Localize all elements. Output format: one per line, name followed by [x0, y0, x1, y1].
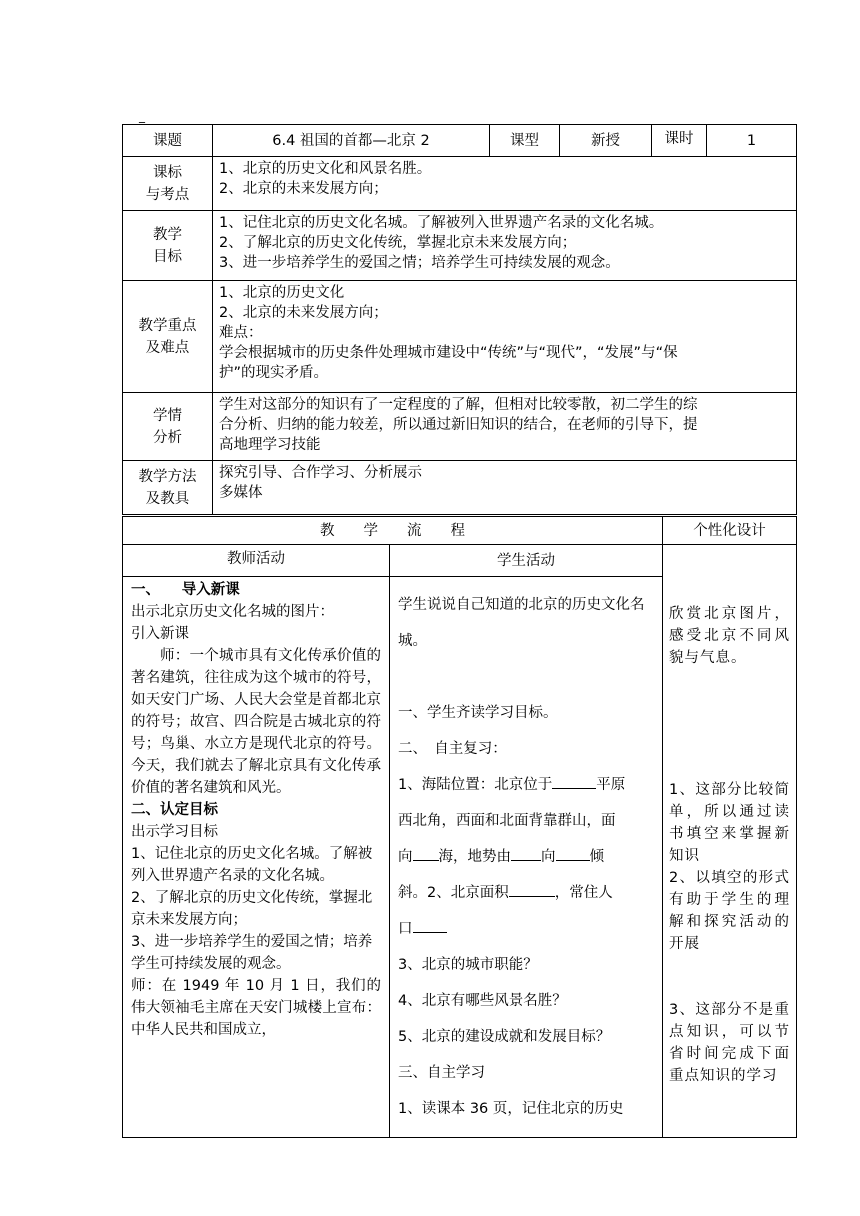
flow-title-row [123, 517, 797, 545]
teacher-intro-paragraph: 师：一个城市具有文化传承价值的著名建筑，往往成为这个城市的符号，如天安门广场、人民大会堂是首都北京的符号；故宫、四合院是古城北京的符号；鸟巢、水立方是现代北京的符号。今天，我们就去了解北京具有文化传承价值的著名建筑和风光。 [131, 648, 381, 796]
student-review-heading: 二、 自主复习： [398, 741, 507, 757]
student-self-study-item: 1、读课本 36 页，记住北京的历史 [398, 1101, 624, 1117]
student-column [390, 577, 663, 1138]
flow-title: 教 学 流 程 [123, 517, 663, 545]
methods-label: 教学方法 及教具 [123, 461, 213, 515]
info-table [122, 124, 797, 515]
activity-title-row [123, 545, 797, 577]
teacher-goal-item: 2、了解北京的历史文化传统，掌握北京未来发展方向； [131, 890, 373, 928]
teacher-section-2-heading: 二、认定目标 [131, 802, 218, 818]
student-read-goals: 一、学生齐读学习目标。 [398, 705, 558, 721]
type-value: 新授 [560, 125, 652, 157]
fill-blank [556, 844, 590, 861]
standards-label: 课标 与考点 [123, 157, 213, 211]
personal-note-1: 欣赏北京图片，感受北京不同风貌与气息。 [669, 606, 790, 666]
teacher-goals-intro: 出示学习目标 [131, 824, 218, 840]
teacher-column [123, 577, 390, 1138]
student-question-5: 5、北京的建设成就和发展目标？ [398, 1029, 611, 1045]
key-points-label: 教学重点 及难点 [123, 281, 213, 393]
teacher-goal-item: 3、进一步培养学生的爱国之情；培养学生可持续发展的观念。 [131, 934, 373, 972]
methods-row [123, 461, 797, 515]
student-self-study-heading: 三、自主学习 [398, 1065, 485, 1081]
teacher-closing-paragraph: 师：在 1949 年 10 月 1 日，我们的伟大领袖毛主席在天安门城楼上宣布：中华人民共和国成立， [131, 978, 381, 1038]
subject-label: 课题 [123, 125, 213, 157]
teacher-goal-item: 1、记住北京的历史文化名城。了解被列入世界遗产名录的文化名城。 [131, 846, 373, 884]
fill-blank [509, 880, 555, 897]
analysis-content: 学生对这部分的知识有了一定程度的了解，但相对比较零散，初二学生的综 合分析、归纳的能力较差，所以通过新旧知识的结合，在老师的引导下，提 高地理学习技能 [213, 393, 797, 461]
student-question-4: 4、北京有哪些风景名胜？ [398, 993, 567, 1009]
personal-column [663, 545, 797, 1138]
flow-table [122, 516, 797, 1138]
analysis-label: 学情 分析 [123, 393, 213, 461]
period-label: 课时 [652, 125, 707, 157]
fill-blank [413, 844, 439, 861]
fill-blank [511, 844, 541, 861]
period-value: 1 [707, 125, 797, 157]
key-points-row [123, 281, 797, 393]
student-title: 学生活动 [390, 545, 663, 577]
analysis-row [123, 393, 797, 461]
goals-row [123, 211, 797, 281]
standards-content: 1、北京的历史文化和风景名胜。 2、北京的未来发展方向； [213, 157, 797, 211]
personal-note-3: 2、以填空的形式有助于学生的理解和探究活动的开展 [669, 870, 790, 952]
teacher-line: 出示北京历史文化名城的图片： [131, 604, 334, 620]
teacher-line: 引入新课 [131, 626, 189, 642]
student-question-3: 3、北京的城市职能？ [398, 957, 538, 973]
type-label: 课型 [490, 125, 560, 157]
personal-note-4: 3、这部分不是重点知识，可以节省时间完成下面重点知识的学习 [669, 1002, 790, 1084]
standards-row [123, 157, 797, 211]
teacher-section-1-heading: 一、 导入新课 [131, 582, 240, 598]
student-question-1: 1、海陆位置：北京位于 平原 西北角，西面和北面背靠群山，面 向 海，地势由 向 倾 斜。2、北京面积 ，常住人 口 [398, 767, 654, 947]
top-mark: _ [139, 109, 145, 123]
personal-title: 个性化设计 [663, 517, 797, 545]
fill-blank [413, 916, 447, 933]
methods-content: 探究引导、合作学习、分析展示 多媒体 [213, 461, 797, 515]
header-row [123, 125, 797, 157]
subject-title: 6.4 祖国的首都—北京 2 [213, 125, 490, 157]
goals-content: 1、记住北京的历史文化名城。了解被列入世界遗产名录的文化名城。 2、了解北京的历史文化传统，掌握北京未来发展方向； 3、进一步培养学生的爱国之情；培养学生可持续发展的观念。 [213, 211, 797, 281]
goals-label: 教学 目标 [123, 211, 213, 281]
key-points-content: 1、北京的历史文化 2、北京的未来发展方向； 难点： 学会根据城市的历史条件处理城市建设中“传统”与“现代”，“发展”与“保 护”的现实矛盾。 [213, 281, 797, 393]
personal-note-2: 1、这部分比较简单，所以通过读书填空来掌握新知识 [669, 782, 790, 864]
student-intro: 学生说说自己知道的北京的历史文化名城。 [398, 597, 645, 649]
fill-blank [552, 772, 596, 789]
teacher-title: 教师活动 [123, 545, 390, 577]
